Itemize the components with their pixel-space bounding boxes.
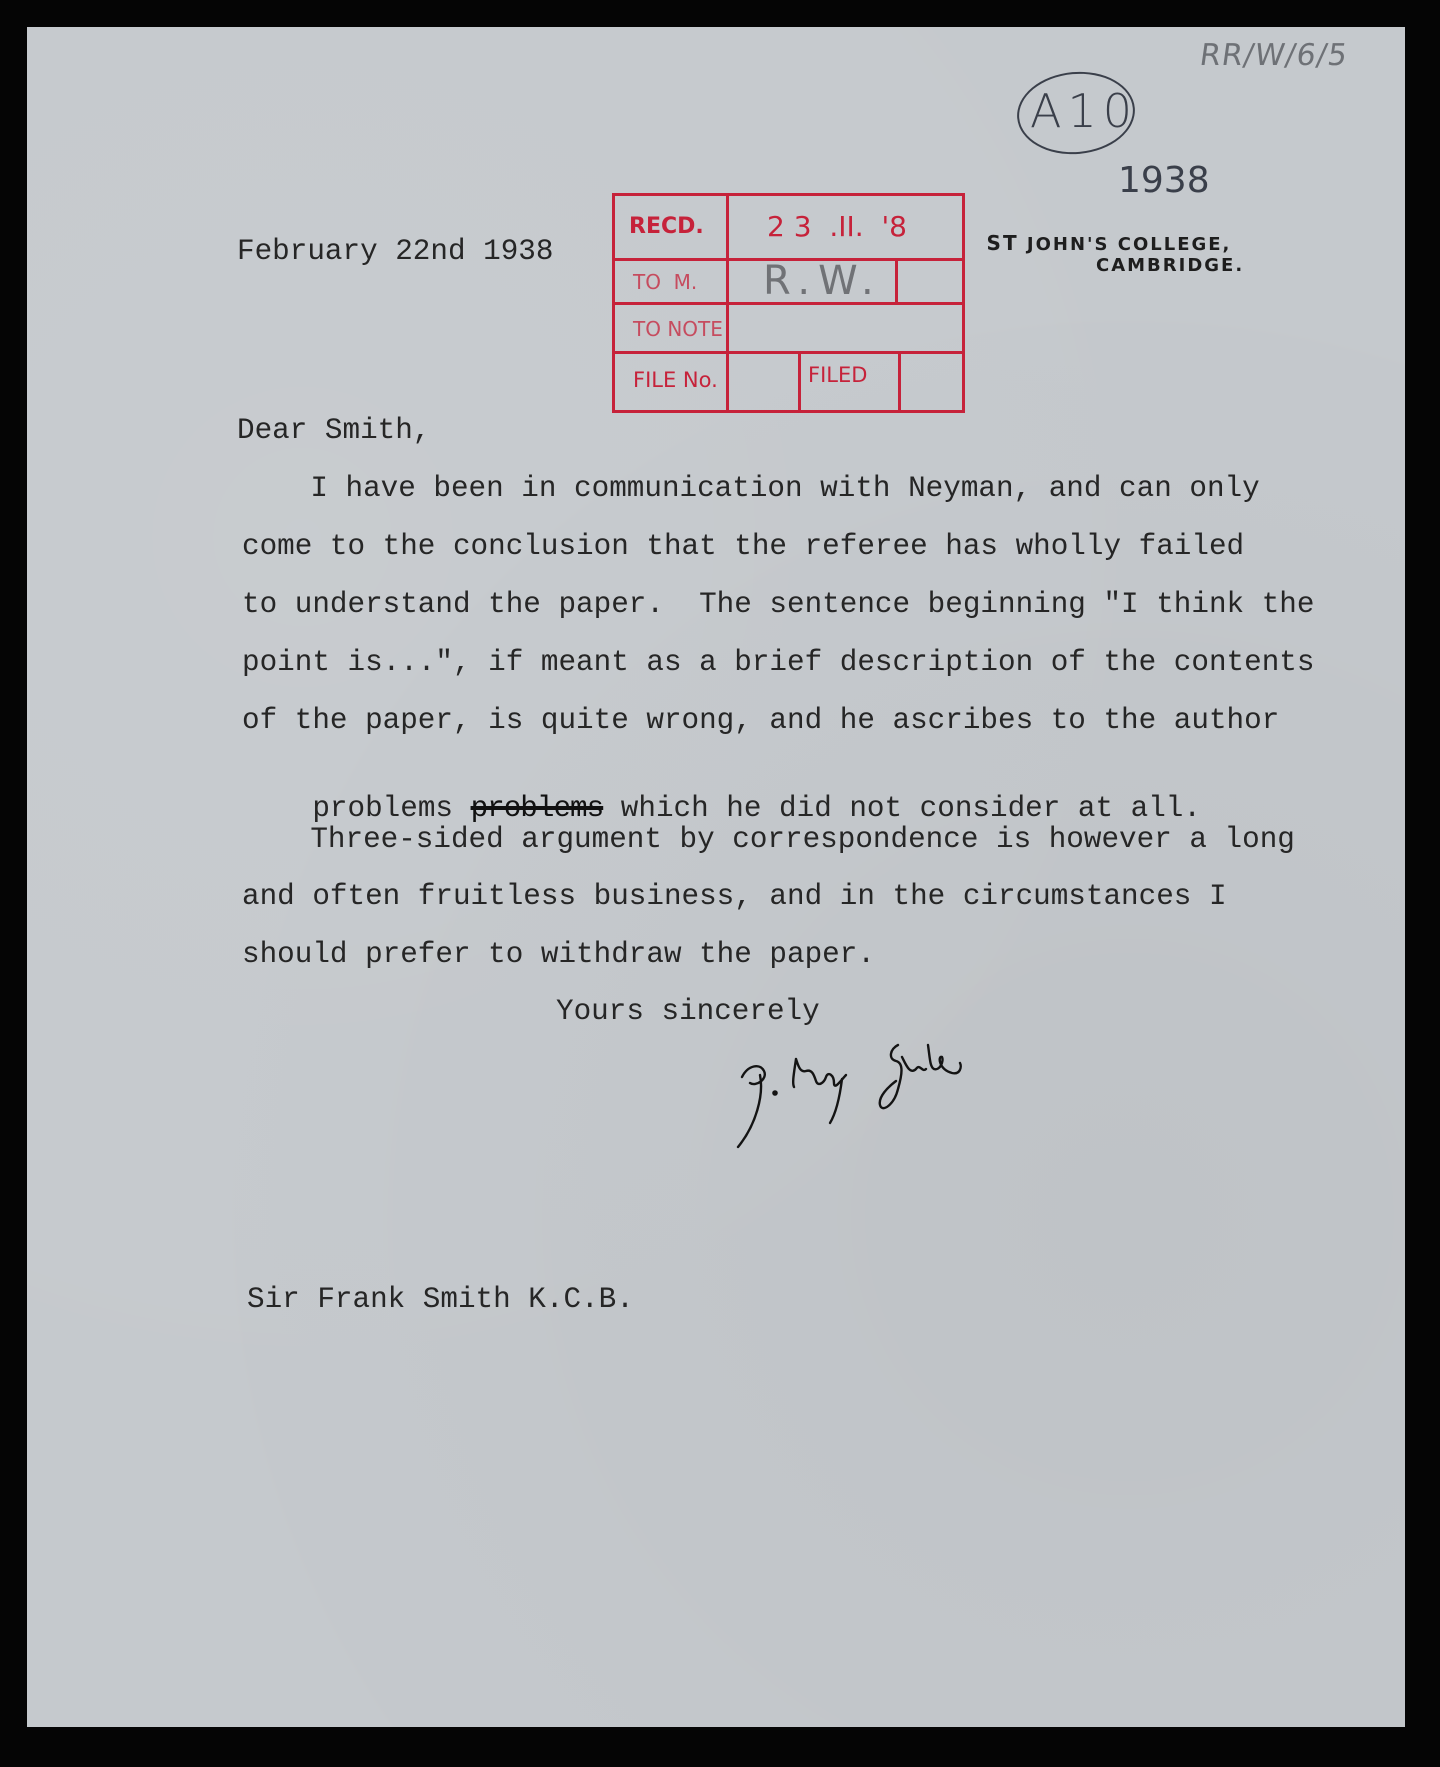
body-line: come to the conclusion that the referee has wholly failed — [242, 530, 1245, 563]
body-line: Three-sided argument by correspondence is however a long — [240, 823, 1295, 856]
letterhead-line1 — [970, 210, 1231, 255]
salutation: Dear Smith, — [237, 414, 431, 447]
letter-date: February 22nd 1938 — [237, 235, 554, 268]
body-line: of the paper, is quite wrong, and he ascribes to the author — [242, 704, 1280, 737]
stamp-to-label: TO M. — [633, 270, 698, 294]
closing: Yours sincerely — [556, 995, 820, 1028]
letterhead-st: ST — [986, 231, 1019, 255]
body-line: and often fruitless business, and in the circumstances I — [242, 880, 1227, 913]
stamp-to-value: R.W. — [763, 258, 882, 304]
body-line: I have been in communication with Neyman, and can only — [240, 472, 1260, 505]
stamp-filed-label: FILED — [808, 363, 868, 387]
body-line-start: problems — [312, 792, 471, 826]
item-number: A10 — [1030, 84, 1139, 138]
body-line: to understand the paper. The sentence beginning "I think the — [242, 588, 1315, 621]
addressee: Sir Frank Smith K.C.B. — [247, 1283, 634, 1316]
letterhead-line2: CAMBRIDGE. — [1096, 255, 1245, 276]
struck-out-word: problems — [470, 792, 604, 826]
signature — [730, 1035, 990, 1155]
handwritten-year: 1938 — [1118, 160, 1210, 201]
body-line: should prefer to withdraw the paper. — [242, 938, 875, 971]
letterhead-college: JOHN'S COLLEGE, — [1026, 234, 1232, 255]
body-line-end: which he did not consider at all. — [603, 792, 1201, 826]
received-stamp — [612, 193, 965, 413]
body-line: point is...", if meant as a brief description of the contents — [242, 646, 1315, 679]
stamp-to-note-label: TO NOTE — [633, 317, 723, 341]
stamp-recd-label: RECD. — [629, 214, 704, 239]
stamp-recd-date: 2 3 .II. '8 — [767, 210, 907, 243]
stamp-file-no-label: FILE No. — [633, 368, 718, 392]
archive-reference: RR/W/6/5 — [1197, 38, 1351, 73]
